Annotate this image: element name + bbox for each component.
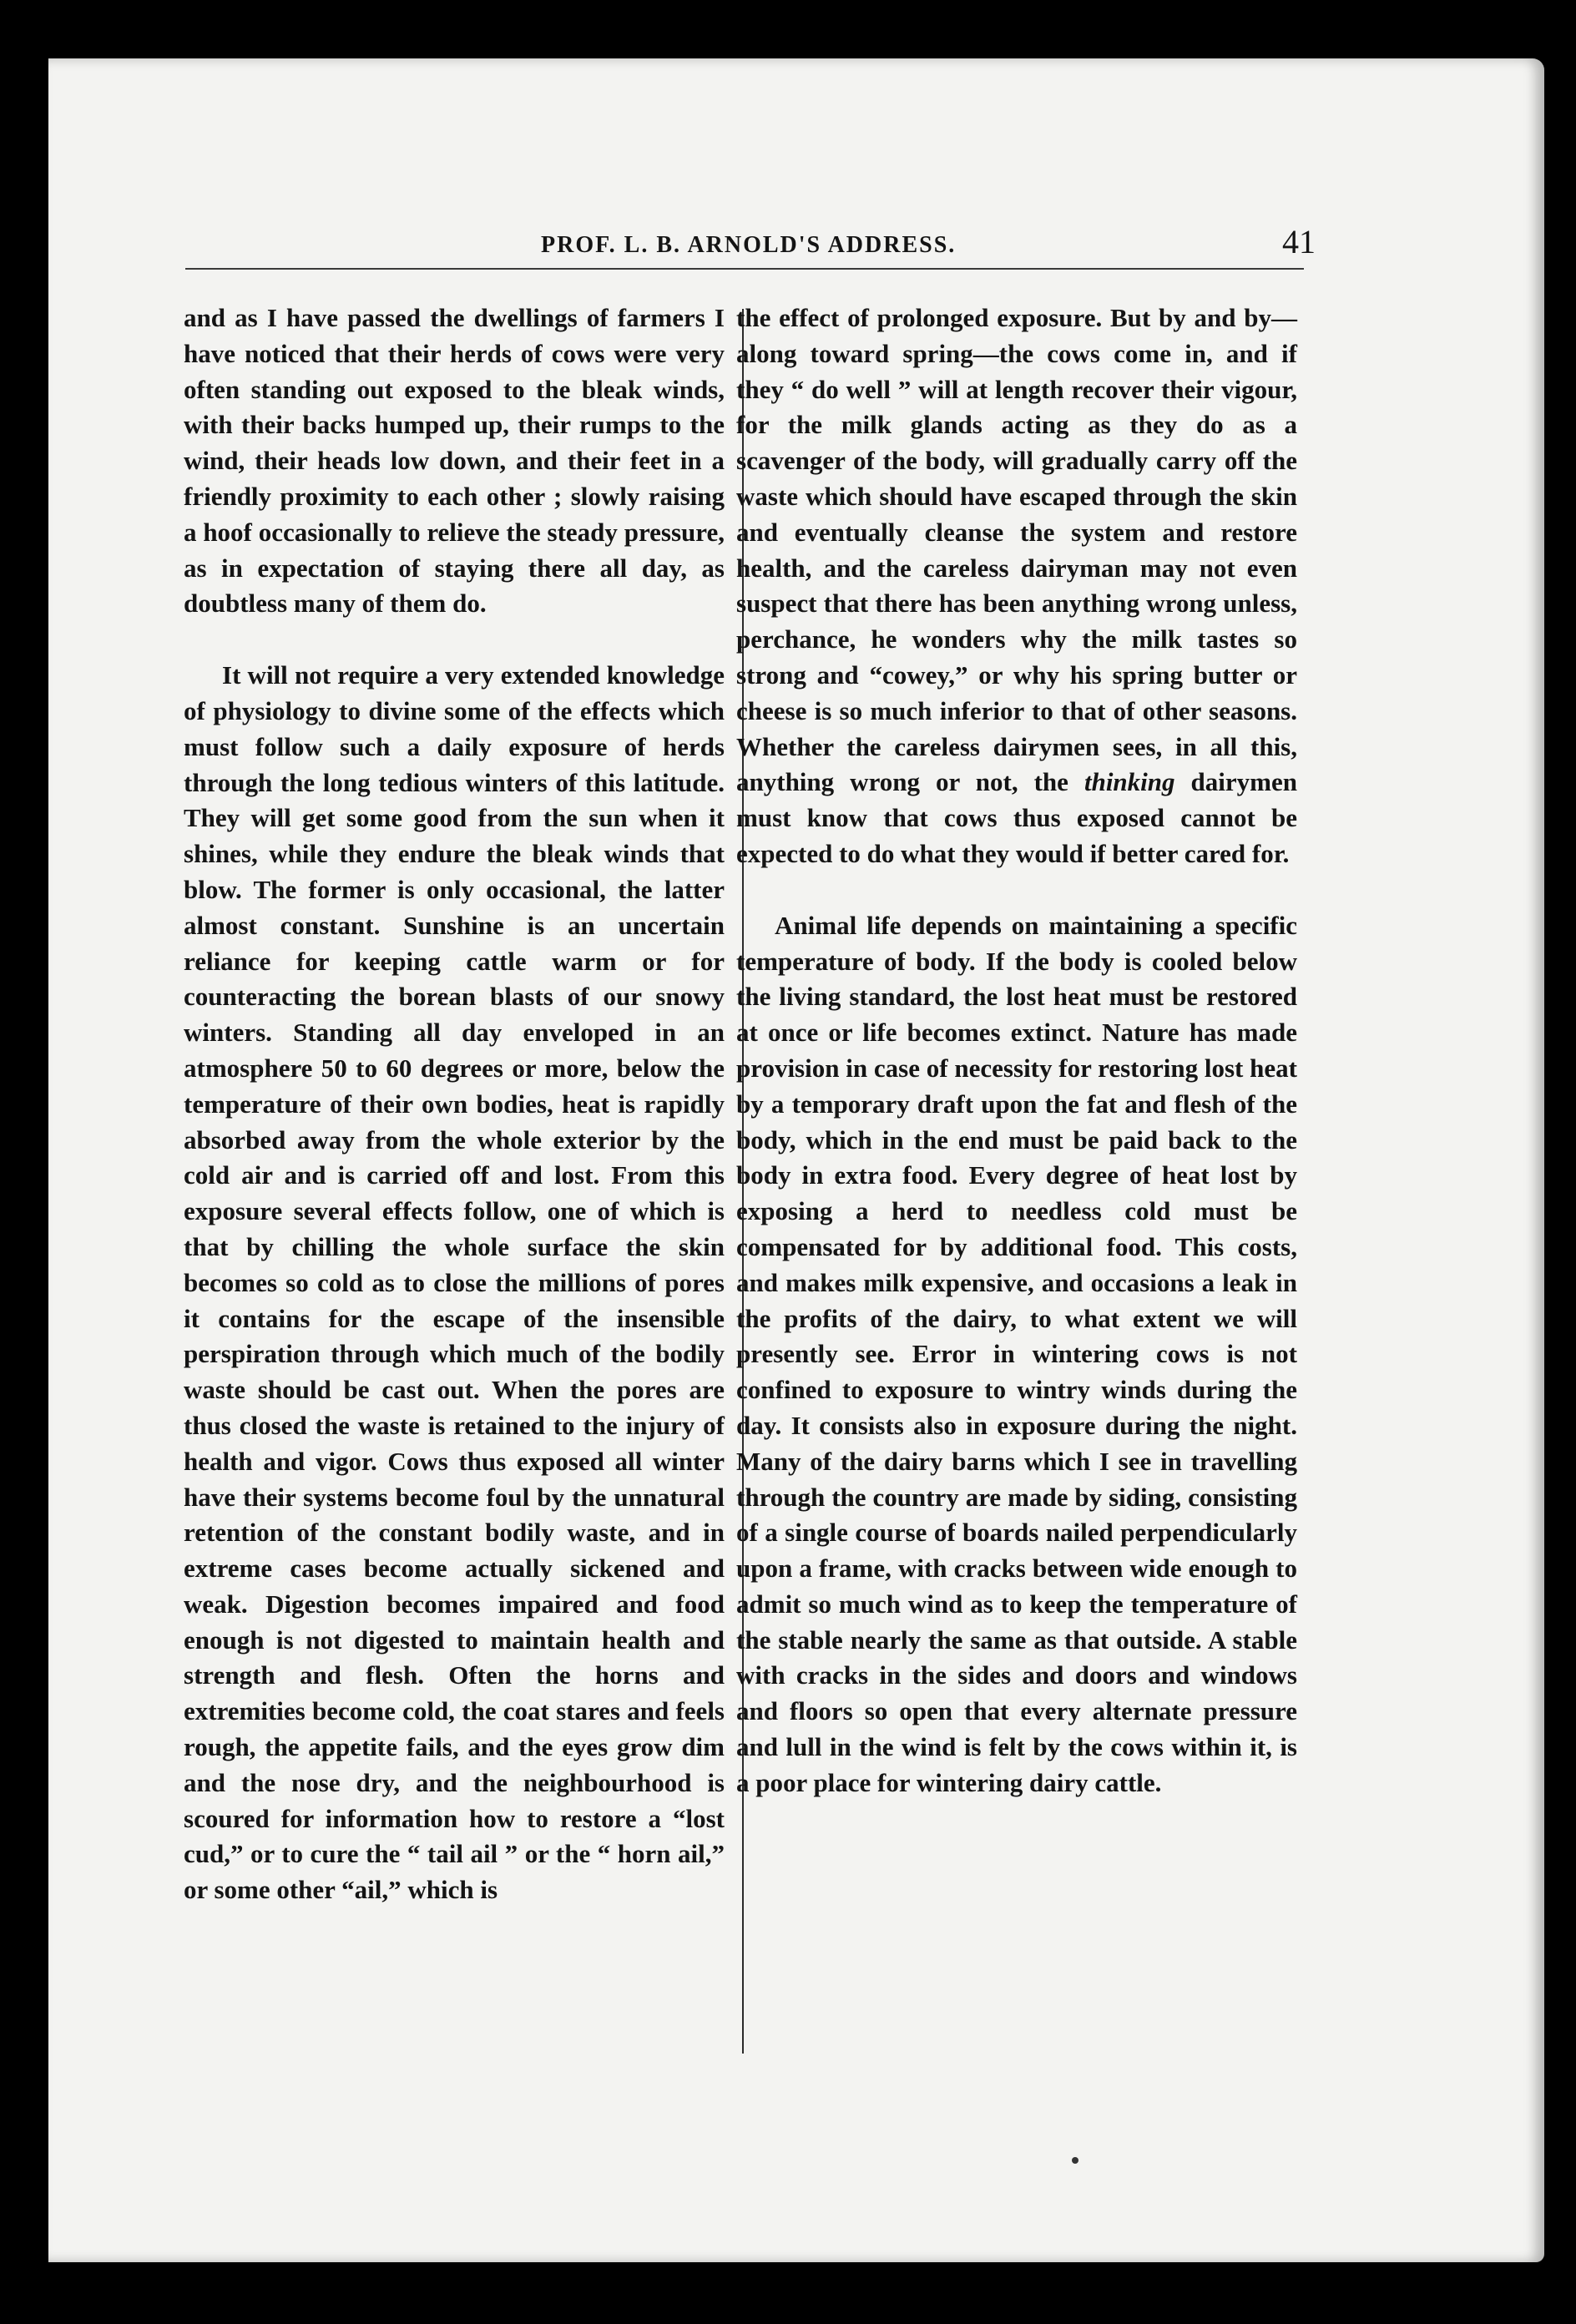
- page-header: [182, 222, 1316, 272]
- header-rule: [185, 268, 1304, 270]
- right-column: [736, 301, 1297, 1801]
- paragraph: [736, 301, 1297, 872]
- page-number: 41: [1282, 223, 1316, 260]
- left-column: [184, 301, 725, 1908]
- text-run: dairymen must know that cows thus exposed cannot be expected to do what they would if better cared for.: [736, 767, 1297, 868]
- paragraph: Animal life depends on maintaining a specific temperature of body. If the body is cooled below the living standard, the lost heat must be restored at once or life becomes extinct. Nature has made provision in case of necessity for restoring lost heat by a temporary draft upon the fat and flesh of the body, which in the end must be paid back to the body in extra food. Every degree of heat lost by exposing a herd to needless cold must be compensated for by additional food. This costs, and makes milk expensive, and occasions a leak in the profits of the dairy, to what extent we will presently see. Error in wintering cows is not confined to exposure to wintry winds during the day. It consists also in exposure during the night. Many of the dairy barns which I see in travelling through the country are made by siding, consisting of a single course of boards nailed perpendicularly upon a frame, with cracks between wide enough to admit so much wind as to keep the temperature of the stable nearly the same as that outside. A stable with cracks in the sides and doors and windows and floors so open that every alternate pressure and lull in the wind is felt by the cows within it, is a poor place for wintering dairy cattle.: [736, 910, 1297, 1797]
- ink-speck: [1072, 2157, 1078, 2164]
- paragraph: It will not require a very extended knowledge of physiology to divine some of the effects which must follow such a daily exposure of herds through the long tedious winters of this latitude. They will get some good from the sun when it shines, while they endure the bleak winds that blow. The former is only occasional, the latter almost constant. Sunshine is an uncertain reliance for keeping cattle warm or for counteracting the borean blasts of our snowy winters. Standing all day enveloped in an atmosphere 50 to 60 degrees or more, below the temperature of their own bodies, heat is rapidly absorbed away from the whole exterior by the cold air and is carried off and lost. From this exposure several effects follow, one of which is that by chilling the whole surface the skin becomes so cold as to close the millions of pores it contains for the escape of the insensible perspiration through which much of the bodily waste should be cast out. When the pores are thus closed the waste is retained to the injury of health and vigor. Cows thus exposed all winter have their systems become foul by the unnatural retention of the constant bodily waste, and in extreme cases become actually sickened and weak. Digestion becomes impaired and food enough is not digested to maintain health and strength and flesh. Often the horns and extremities become cold, the coat stares and feels rough, the appetite fails, and the eyes grow dim and the nose dry, and the neighbourhood is scoured for information how to restore a “lost cud,” or to cure the “ tail ail ” or the “ horn ail,” or some other “ail,” which is: [184, 660, 725, 1905]
- italic-emphasis: thinking: [1084, 767, 1175, 797]
- paragraph: and as I have passed the dwellings of farmers I have noticed that their herds of cows were very often standing out exposed to the bleak winds, with their backs humped up, their rumps to the wind, their heads low down, and their feet in a friendly proximity to each other ; slowly raising a hoof occasionally to relieve the steady pressure, as in expectation of staying there all day, as doubtless many of them do.: [184, 303, 725, 619]
- running-title: PROF. L. B. ARNOLD'S ADDRESS.: [541, 232, 957, 258]
- text-run: the effect of prolonged exposure. But by and by—along toward spring—the cows come in, and if they “ do well ” will at length recover their vigour, for the milk glands acting as they do as a scavenger of the body, will gradually carry off the waste which should have escaped through the skin and eventually cleanse the system and restore health, and the careless dairyman may not even suspect that there has been anything wrong unless, perchance, he wonders why the milk tastes so strong and “cowey,” or why his spring butter or cheese is so much inferior to that of other seasons. Whether the careless dairymen sees, in all this, anything wrong or not, the: [736, 303, 1297, 797]
